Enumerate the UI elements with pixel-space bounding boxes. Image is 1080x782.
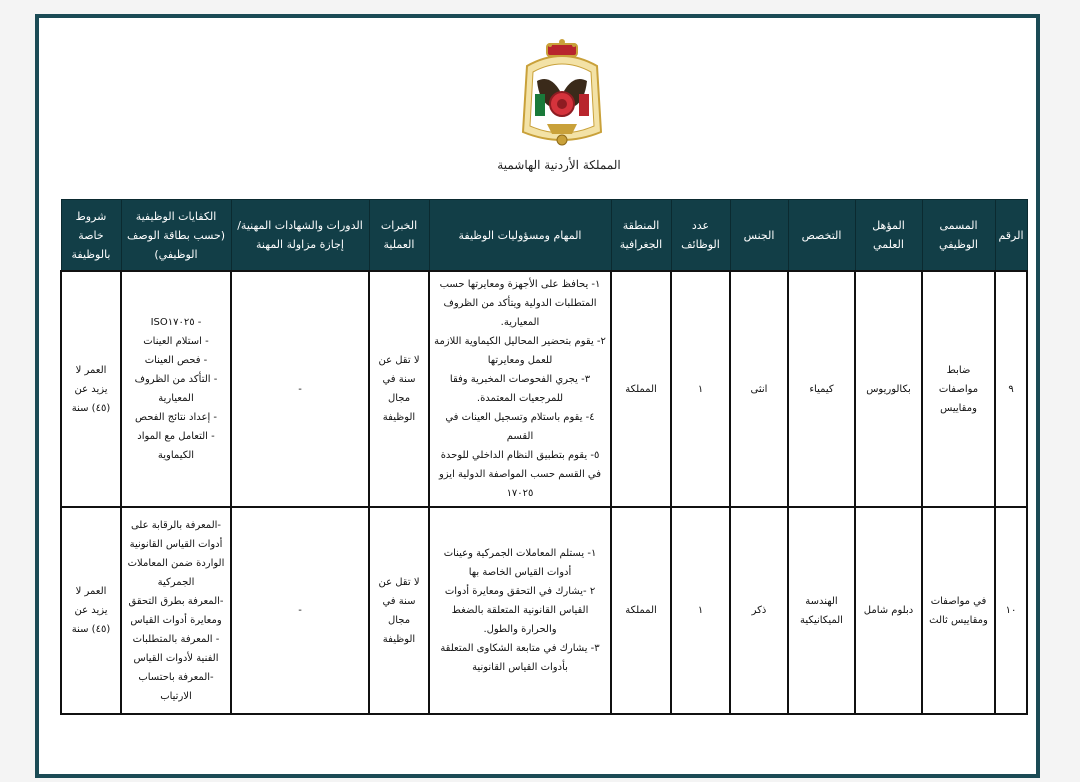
competency-item: - فحص العينات [144,355,208,366]
duty-item: ٣- يجري الفحوصات المخبرية وفقا للمرجعيات المعتمدة. [449,374,591,404]
cell-region: المملكة [611,507,671,714]
table-header-row [61,200,1027,272]
kingdom-name: المملكة الأردنية الهاشمية [497,158,621,172]
cell-competencies [121,271,231,507]
cell-job-title: ضابط مواصفات ومقاييس [922,271,995,507]
duty-item: ٣- يشارك في متابعة الشكاوى المتعلقة بأدوات القياس القانونية [440,643,600,673]
header-qualification: المؤهل العلمي [855,200,922,272]
cell-job-title: في مواصفات ومقاييس ثالث [922,507,995,714]
duty-item: ١- يحافظ على الأجهزة ومعايرتها حسب المتطلبات الدولية ويتأكد من الظروف المعيارية. [439,279,601,328]
cell-qualification: دبلوم شامل [855,507,922,714]
cell-number: ١٠ [995,507,1027,714]
cell-number: ٩ [995,271,1027,507]
competency-item: - استلام العينات [143,336,209,347]
cell-duties [429,507,611,714]
cell-courses: - [231,507,369,714]
header-conditions: شروط خاصة بالوظيفة [61,200,121,272]
duty-item: ٥- يقوم بتطبيق النظام الداخلي للوحدة في القسم حسب المواصفة الدولية ايزو ١٧٠٢٥ [438,450,602,499]
cell-specialization: الهندسة الميكانيكية [788,507,855,714]
header-count: عدد الوظائف [671,200,730,272]
competency-item: - إعداد نتائج الفحص [134,412,218,423]
document-page [35,14,1040,778]
duty-item: ٢ -يشارك في التحقق ومعايرة أدوات القياس القانونية المتعلقة بالضغط والحرارة والطول. [444,586,596,635]
header-specialization: التخصص [788,200,855,272]
competency-item: -المعرفة بطرق التحقق ومعايرة أدوات القياس [128,595,224,626]
duty-item: ٢- يقوم بتحضير المحاليل الكيماوية اللازمة للعمل ومعايرتها [434,336,606,366]
competency-item: - ISO١٧٠٢٥ [150,317,202,328]
royal-emblem-icon [517,36,607,156]
cell-gender: انثى [730,271,788,507]
competency-item: -المعرفة بالرقابة على أدوات القياس القانونية الواردة ضمن المعاملات الجمركية [127,519,225,588]
table-row [61,271,1027,507]
duty-item: ٤- يقوم باستلام وتسجيل العينات في القسم [445,412,595,442]
header-duties: المهام ومسؤوليات الوظيفة [429,200,611,272]
cell-conditions: العمر لا يزيد عن (٤٥) سنة [61,507,121,714]
duty-item: ١- يستلم المعاملات الجمركية وعينات أدوات القياس الخاصة بها [443,548,597,578]
competency-item: - المعرفة بالمتطلبات الفنية لأدوات القياس [132,633,220,664]
cell-gender: ذكر [730,507,788,714]
cell-count: ١ [671,271,730,507]
header-number: الرقم [995,200,1027,272]
competency-item: - التأكد من الظروف المعيارية [134,374,218,404]
cell-experience: لا تقل عن سنة في مجال الوظيفة [369,507,429,714]
header-experience: الخبرات العملية [369,200,429,272]
cell-region: المملكة [611,271,671,507]
competency-item: -المعرفة باحتساب الارتياب [138,671,214,702]
cell-conditions: العمر لا يزيد عن (٤٥) سنة [61,271,121,507]
header-courses: الدورات والشهادات المهنية/إجازة مزاولة المهنة [231,200,369,272]
cell-competencies [121,507,231,714]
cell-specialization: كيمياء [788,271,855,507]
header-gender: الجنس [730,200,788,272]
table-row [61,507,1027,714]
cell-count: ١ [671,507,730,714]
jobs-table [60,199,1028,715]
header-job-title: المسمى الوظيفي [922,200,995,272]
header-competencies: الكفايات الوظيفية (حسب بطاقة الوصف الوظيفي) [121,200,231,272]
cell-experience: لا تقل عن سنة في مجال الوظيفة [369,271,429,507]
cell-duties [429,271,611,507]
competency-item: - التعامل مع المواد الكيماوية [137,431,215,461]
cell-courses: - [231,271,369,507]
cell-qualification: بكالوريوس [855,271,922,507]
header-region: المنطقة الجغرافية [611,200,671,272]
